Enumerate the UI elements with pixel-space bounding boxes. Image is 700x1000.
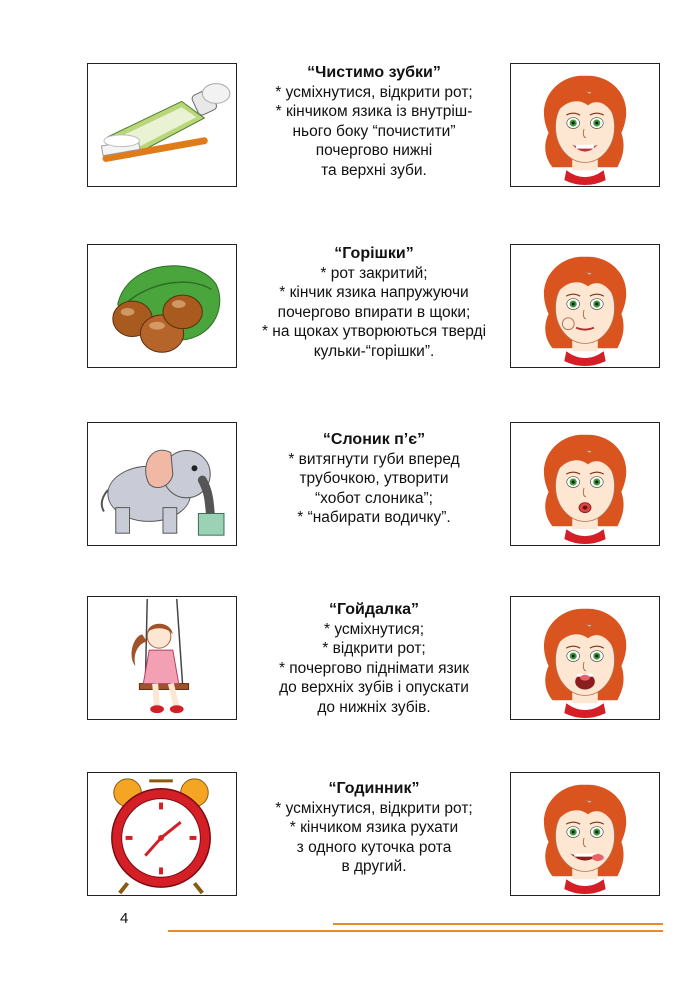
- exercise-line: нього боку “почистити”: [292, 122, 456, 140]
- footer-rule-top: [333, 923, 663, 925]
- exercise-line: в другий.: [341, 858, 407, 875]
- exercise-line: * усміхнутися, відкрити рот;: [275, 799, 473, 817]
- exercise-line: * “набирати водичку”.: [297, 509, 451, 526]
- exercise-line: кульки-“горішки”.: [313, 342, 435, 360]
- toothbrush-toothpaste-icon: [87, 63, 237, 187]
- exercise-line: * усміхнутися;: [323, 620, 425, 638]
- exercise-line: до верхніх зубів і опускати: [279, 679, 469, 696]
- exercise-line: “хобот слоника”;: [315, 489, 433, 507]
- alarm-clock-icon: [87, 772, 237, 896]
- face-illustration-3: [510, 422, 660, 546]
- face-illustration-4: [510, 596, 660, 720]
- face-illustration-1: [510, 63, 660, 187]
- exercise-line: до нижніх зубів.: [317, 698, 431, 716]
- exercise-line: * усміхнутися, відкрити рот;: [275, 83, 473, 101]
- exercise-title: “Горішки”: [334, 245, 414, 262]
- exercise-text-2: [240, 244, 508, 361]
- exercise-title: “Гойдалка”: [328, 601, 419, 618]
- girl-on-swing-icon: [87, 596, 237, 720]
- exercise-text-3: [240, 430, 508, 528]
- exercise-line: почергово нижні: [315, 142, 433, 159]
- face-illustration-2: [510, 244, 660, 368]
- exercise-line: * кінчиком язика рухати: [289, 819, 459, 836]
- exercise-line: * почергово піднімати язик: [278, 659, 470, 677]
- exercise-line: та верхні зуби.: [321, 161, 427, 179]
- elephant-icon: [87, 422, 237, 546]
- exercise-title: “Годинник”: [328, 780, 420, 797]
- page-number: 4: [120, 910, 129, 927]
- exercise-line: * витягнути губи вперед: [288, 450, 460, 468]
- exercise-title: “Чистимо зубки”: [307, 64, 441, 81]
- exercise-text-5: [240, 779, 508, 877]
- face-illustration-5: [510, 772, 660, 896]
- exercise-title: “Слоник п’є”: [322, 431, 426, 448]
- exercise-line: почергово впирати в щоки;: [277, 303, 471, 321]
- exercise-line: з одного куточка рота: [296, 838, 452, 856]
- exercise-line: трубочкою, утворити: [299, 470, 449, 487]
- hazelnuts-icon: [87, 244, 237, 368]
- exercise-line: * відкрити рот;: [322, 640, 426, 657]
- exercise-line: * на щоках утворюються тверді: [261, 323, 487, 340]
- exercise-text-1: [240, 63, 508, 180]
- exercise-text-4: [240, 600, 508, 717]
- exercise-line: * кінчиком язика із внутріш-: [275, 103, 473, 120]
- exercise-line: * кінчик язика напружуючи: [279, 284, 469, 301]
- exercise-line: * рот закритий;: [320, 264, 428, 282]
- footer-rule-bottom: [168, 930, 663, 932]
